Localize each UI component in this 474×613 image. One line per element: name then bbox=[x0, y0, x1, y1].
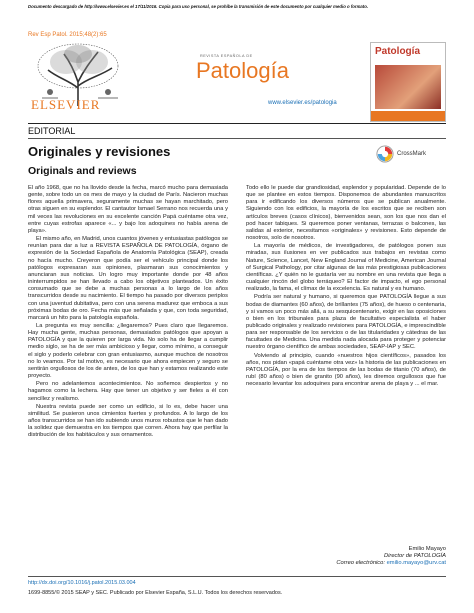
cover-title: Patología bbox=[375, 46, 421, 57]
article-title-english: Originals and reviews bbox=[28, 165, 137, 177]
cover-stripe bbox=[371, 111, 445, 121]
crossmark-label: CrossMark bbox=[397, 151, 427, 157]
header-divider bbox=[28, 123, 446, 124]
author-email-row bbox=[246, 560, 446, 567]
journal-subtitle: REVISTA ESPAÑOLA DE bbox=[200, 54, 253, 58]
paragraph: La pregunta es muy sencilla: ¿llegaremos? Pues claro que llegaremos. Hay mucha gente, muchas personas, demasiados patólogos que apoyan a PATOLOGÍA y que la quieren por larga vida. No solo ha de llegar a cumplir medio siglo, se ha de ser más ambicioso y llegar, como mínimo, a conseguir el siglo y poderlo celebrar con gran entusiasmo, aunque muchos de nosotros no lo veamos. Por tal motivo, es necesario que ahora empiecen y seguro se sentirán orgullosos de los de antes, de los que han y estamos realizando este proyecto. bbox=[28, 322, 228, 380]
doi-link[interactable]: http://dx.doi.org/10.1016/j.patol.2015.03.004 bbox=[28, 580, 136, 586]
citation: Rev Esp Patol. 2015;48(2):65 bbox=[28, 32, 107, 38]
paragraph: El mismo año, en Madrid, unos cuantos jóvenes y entusiastas patólogos se reunían para dar a luz a REVISTA ESPAÑOLA DE PATOLOGÍA, órgano de expresión de la Sociedad Española de Anatomía Patológica (SEAP), creada no hacía mucho. Creyeron que podía ser el vehículo principal donde los patólogos expresaran sus opiniones, plasmaran sus conocimientos y anunciaran sus noticias. Un logro muy importante donde por 48 años ininterrumpidos se han llevado a cabo los objetivos planteados. Un éxito consumado que se debe a muchas personas a lo largo de los años transcurridos desde su nacimiento. El tiempo ha pasado por diversos periplos con una juventud dubitativa, pero con una serena madurez que emboca a sus próximas bodas de oro. Fecha más que señalada y que, con toda seguridad, marcará un hito para la patología española. bbox=[28, 236, 228, 321]
paragraph: Volviendo al principio, cuando «nuestros hijos científicos», pasados los años, nos pidan «papá cuéntame otra vez» la historia de las publicaciones en PATOLOGÍA, por la era de los tiempos de las bodas de titanio (70 años), de rubí (80 años) o bien de granito (90 años), les diremos orgullosos que fue necesario levantar los adoquines para encontrar arena de playa y ... el mar. bbox=[246, 352, 446, 388]
publisher-name: ELSEVIER bbox=[31, 97, 101, 112]
section-divider bbox=[28, 138, 446, 139]
email-label: Correo electrónico: bbox=[336, 560, 385, 567]
author-email-link[interactable]: emilio.mayayo@urv.cat bbox=[386, 560, 446, 567]
paragraph: Nuestra revista puede ser como un edificio, si lo es, debe hacer una similitud. Se pusieron unos cimientos fuertes y profundos. A lo largo de los años transcurridos se han ido subiendo unos muros robustos que le han dado la solidez que demuestra en los tiempos que corren. Ahora hay que perfilar la distribución de los habitáculos y sus ornamentos. bbox=[28, 403, 228, 439]
paragraph: Pero no adelantemos acontecimientos. No soñemos despiertos y no hagamos como la lechera. Hay que tener un objetivo y ser fieles a él con sencillez y realismo. bbox=[28, 381, 228, 402]
journal-cover-thumbnail bbox=[370, 42, 446, 122]
author-signature bbox=[246, 546, 446, 568]
article-title-spanish: Originales y revisiones bbox=[28, 144, 171, 159]
author-role: Director de PATOLOGÍA bbox=[384, 553, 446, 560]
paragraph: El año 1968, que no ha llovido desde la fecha, marcó mucho para demasiada gente, sobre todo un os mes de mayo y la ciudad de París. Nacieron muchas flores aquella primavera, seguramente muchas se hayan marchitado, pero otras siguen en su esplendor. El cantautor Ismael Serrano nos recuerda una y mil veces las revoluciones en su excelente canción Papá cuéntame otra vez, entre cuyas estrofas aparece «... y bajo los adoquines no había arena de playa». bbox=[28, 185, 228, 234]
right-column bbox=[246, 185, 446, 389]
cover-image bbox=[375, 65, 441, 109]
journal-title: Patología bbox=[196, 58, 289, 83]
section-label: EDITORIAL bbox=[28, 126, 76, 136]
copyright: 1699-8855/© 2015 SEAP y SEC. Publicado por Elsevier España, S.L.U. Todos los derechos reservados. bbox=[28, 590, 283, 596]
paragraph: Todo ello le puede dar grandiosidad, esplendor y popularidad. Depende de lo que se plantee en estos tiempos. Disponemos de abundantes manuscritos para ir edificando los diversos números que se publican anualmente. Siguiendo con los edificios, la mayoría de los escritos que se reciben son artículos breves (casos clínicos), bienvenidos sean, son los que nos dan el pod hacer tabiques. Si queremos poner ventanas, terrazas o balcones, las salidas al exterior, necesitamos «originales» y revisiones. Esto depende de nosotros, solo de nosotros. bbox=[246, 185, 446, 242]
author-name: Emilio Mayayo bbox=[408, 546, 446, 552]
journal-url[interactable]: www.elsevier.es/patologia bbox=[268, 100, 337, 106]
left-column bbox=[28, 185, 228, 440]
crossmark-icon bbox=[376, 145, 394, 163]
paragraph: La mayoría de médicos, de investigadores, de patólogos ponen sus miradas, sus ilusiones en ver publicados sus trabajos en revistas como Nature, Science, Lancet, New England Journal of Medicine, American Journal of Surgical Pathology, por citar algunas de las más prestigiosas publicaciones científicas. ¿Y quién no le gustaría ver su nombre en una revista que llega a cualquier rincón del globo terráqueo? El factor de impacto, el ego personal realizado, la fama, el clímax de la excelencia. Es natural y es humano. bbox=[246, 243, 446, 293]
footer-divider bbox=[28, 576, 446, 577]
crossmark-badge[interactable] bbox=[376, 145, 426, 163]
download-note: Documento descargado de http://www.elsevier.es el 17/11/2016. Copia para uso personal, se prohíbe la transmisión de este documento por cualquier medio o formato. bbox=[28, 4, 369, 9]
paragraph: Podría ser natural y humano, si queremos que PATOLOGÍA llegue a sus bodas de diamantes (60 años), de brillantes (75 años), de hueso o centenaria, y si vamos un poco más allá, a su sesquicentenario, exigir en las oposiciones o bien en los tribunales para plaza de facultativo especialista el haber publicado originales y realizado revisiones para PATOLOGÍA, e imprescindible para ser responsable de los servicios o de las titularidades y cátedras de las facultades de Medicina. Una medida nada alocada para proteger y potenciar nuestro órgano científico de ambas sociedades, SEAP-IAP y SEC. bbox=[246, 294, 446, 351]
